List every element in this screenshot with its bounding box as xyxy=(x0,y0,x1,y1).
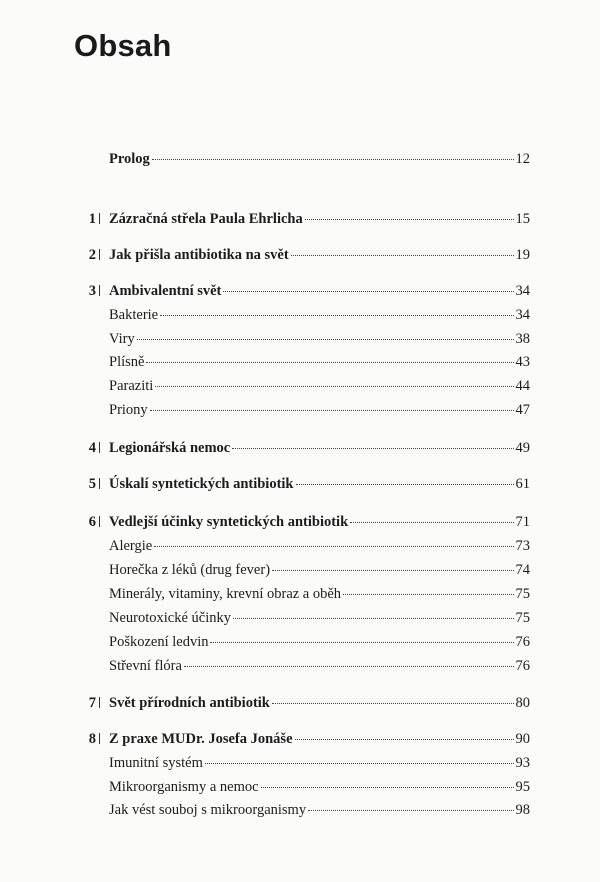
chapter-title: Ambivalentní svět xyxy=(109,283,222,299)
page-number: 76 xyxy=(515,658,530,674)
toc-entry xyxy=(0,328,600,350)
dot-leader xyxy=(296,483,514,485)
subchapter-title: Alergie xyxy=(109,538,153,554)
page-number: 47 xyxy=(515,402,530,418)
subchapter-line xyxy=(109,535,530,557)
dot-leader xyxy=(223,290,513,292)
dot-leader xyxy=(308,809,513,811)
dot-leader xyxy=(350,521,513,523)
page-number: 74 xyxy=(515,562,530,578)
subchapter-line xyxy=(109,776,530,798)
chapter-separator xyxy=(99,442,100,453)
dot-leader xyxy=(152,158,514,160)
dot-leader xyxy=(155,385,513,387)
subchapter-line xyxy=(109,583,530,605)
page-number: 34 xyxy=(515,283,530,299)
chapter-number: 3 xyxy=(88,283,96,299)
subchapter-title: Plísně xyxy=(109,354,145,370)
chapter-title: Prolog xyxy=(109,151,150,167)
subchapter-title: Priony xyxy=(109,402,148,418)
chapter-separator xyxy=(99,516,100,527)
toc-entry xyxy=(0,473,600,495)
page-number: 73 xyxy=(515,538,530,554)
subchapter-line xyxy=(109,655,530,677)
toc-entry xyxy=(0,799,600,821)
dot-leader xyxy=(261,786,514,788)
subchapter-title: Minerály, vitaminy, krevní obraz a oběh xyxy=(109,586,342,602)
dot-leader xyxy=(154,545,513,547)
dot-leader xyxy=(184,665,514,667)
chapter-separator xyxy=(99,285,100,296)
dot-leader xyxy=(272,569,513,571)
chapter-number: 8 xyxy=(88,731,96,747)
chapter-number: 6 xyxy=(88,514,96,530)
toc-entry xyxy=(0,399,600,421)
subchapter-title: Střevní flóra xyxy=(109,658,182,674)
subchapter-line xyxy=(109,351,530,373)
page-number: 12 xyxy=(515,151,530,167)
chapter-line xyxy=(109,692,530,714)
page-number: 75 xyxy=(515,610,530,626)
chapter-line xyxy=(109,208,530,230)
chapter-separator xyxy=(99,249,100,260)
subchapter-title: Mikroorganismy a nemoc xyxy=(109,779,259,795)
chapter-separator xyxy=(99,697,100,708)
subchapter-title: Poškození ledvin xyxy=(109,634,209,650)
toc-entry xyxy=(0,375,600,397)
dot-leader xyxy=(272,702,514,704)
chapter-title: Legionářská nemoc xyxy=(109,440,231,456)
toc-entry xyxy=(0,148,600,170)
toc-entry xyxy=(0,692,600,714)
toc-entry xyxy=(0,607,600,629)
chapter-number: 5 xyxy=(88,476,96,492)
subchapter-title: Horečka z léků (drug fever) xyxy=(109,562,271,578)
subchapter-line xyxy=(109,799,530,821)
dot-leader xyxy=(295,738,514,740)
chapter-line xyxy=(109,244,530,266)
chapter-line xyxy=(109,280,530,302)
toc-entry xyxy=(0,655,600,677)
dot-leader xyxy=(233,617,513,619)
subchapter-title: Paraziti xyxy=(109,378,154,394)
chapter-title: Zázračná střela Paula Ehrlicha xyxy=(109,211,303,227)
dot-leader xyxy=(146,361,513,363)
dot-leader xyxy=(291,254,514,256)
chapter-line xyxy=(109,728,530,750)
subchapter-line xyxy=(109,304,530,326)
toc-entry xyxy=(0,208,600,230)
toc-entry xyxy=(0,559,600,581)
dot-leader xyxy=(205,762,514,764)
subchapter-line xyxy=(109,607,530,629)
subchapter-title: Neurotoxické účinky xyxy=(109,610,232,626)
page-number: 93 xyxy=(515,755,530,771)
chapter-line xyxy=(109,148,530,170)
dot-leader xyxy=(232,447,513,449)
chapter-separator xyxy=(99,733,100,744)
page-title: Obsah xyxy=(74,28,172,63)
subchapter-line xyxy=(109,752,530,774)
chapter-title: Z praxe MUDr. Josefa Jonáše xyxy=(109,731,293,747)
subchapter-title: Imunitní systém xyxy=(109,755,203,771)
toc-entry xyxy=(0,304,600,326)
toc-entry xyxy=(0,511,600,533)
page-number: 19 xyxy=(515,247,530,263)
chapter-line xyxy=(109,473,530,495)
chapter-line xyxy=(109,511,530,533)
dot-leader xyxy=(160,314,513,316)
toc-entry xyxy=(0,535,600,557)
dot-leader xyxy=(150,409,514,411)
page-number: 80 xyxy=(515,695,530,711)
toc-entry xyxy=(0,776,600,798)
subchapter-title: Jak vést souboj s mikroorganismy xyxy=(109,802,307,818)
subchapter-title: Viry xyxy=(109,331,135,347)
toc-entry xyxy=(0,728,600,750)
dot-leader xyxy=(210,641,513,643)
page-number: 15 xyxy=(515,211,530,227)
page-number: 90 xyxy=(515,731,530,747)
toc-entry xyxy=(0,631,600,653)
subchapter-line xyxy=(109,399,530,421)
page-number: 44 xyxy=(515,378,530,394)
page-number: 75 xyxy=(515,586,530,602)
subchapter-line xyxy=(109,559,530,581)
toc-entry xyxy=(0,244,600,266)
page-number: 76 xyxy=(515,634,530,650)
page-number: 71 xyxy=(515,514,530,530)
page-number: 95 xyxy=(515,779,530,795)
toc-entry xyxy=(0,437,600,459)
page-number: 34 xyxy=(515,307,530,323)
chapter-title: Úskalí syntetických antibiotik xyxy=(109,476,294,492)
subchapter-line xyxy=(109,328,530,350)
dot-leader xyxy=(343,593,513,595)
chapter-number: 4 xyxy=(88,440,96,456)
chapter-number: 7 xyxy=(88,695,96,711)
page-number: 61 xyxy=(515,476,530,492)
chapter-separator xyxy=(99,213,100,224)
toc-entry xyxy=(0,280,600,302)
page-number: 38 xyxy=(515,331,530,347)
chapter-line xyxy=(109,437,530,459)
dot-leader xyxy=(305,218,514,220)
subchapter-line xyxy=(109,631,530,653)
chapter-number: 1 xyxy=(88,211,96,227)
chapter-title: Jak přišla antibiotika na svět xyxy=(109,247,289,263)
chapter-separator xyxy=(99,478,100,489)
toc-entry xyxy=(0,752,600,774)
chapter-title: Vedlejší účinky syntetických antibiotik xyxy=(109,514,349,530)
chapter-title: Svět přírodních antibiotik xyxy=(109,695,270,711)
subchapter-line xyxy=(109,375,530,397)
page-number: 49 xyxy=(515,440,530,456)
chapter-number: 2 xyxy=(88,247,96,263)
page-number: 98 xyxy=(515,802,530,818)
toc-entry xyxy=(0,351,600,373)
subchapter-title: Bakterie xyxy=(109,307,159,323)
page-number: 43 xyxy=(515,354,530,370)
dot-leader xyxy=(137,338,514,340)
toc-entry xyxy=(0,583,600,605)
